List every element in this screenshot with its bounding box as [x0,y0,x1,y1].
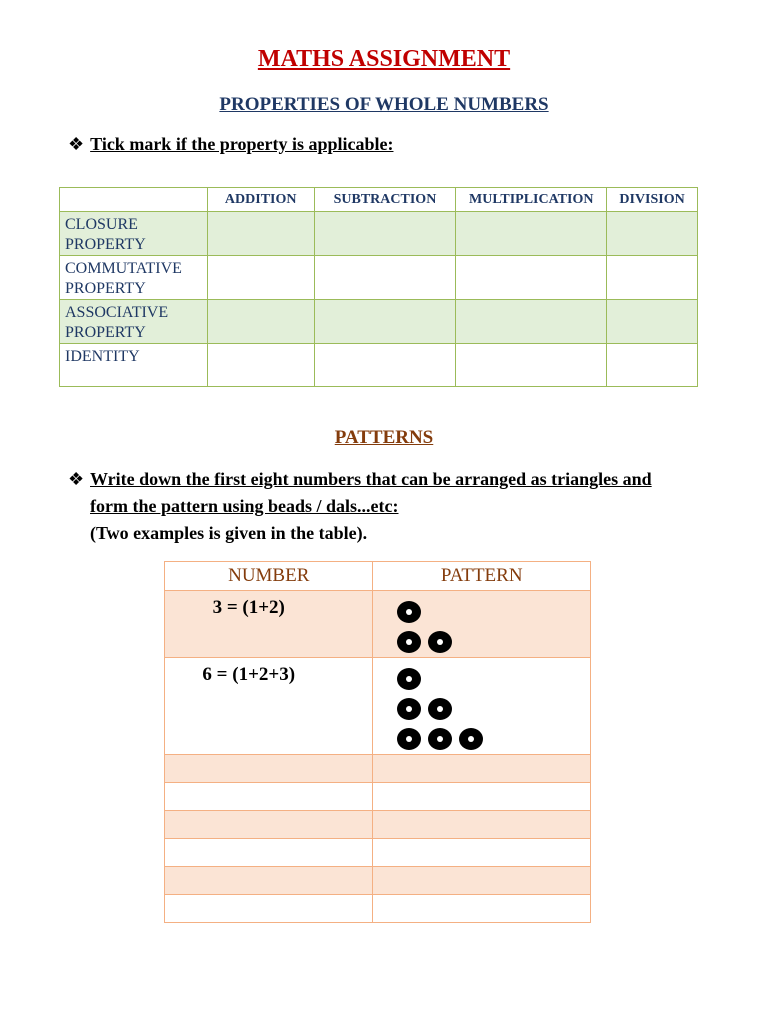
bead-icon [397,698,421,720]
number-cell: 6 = (1+2+3) [165,658,373,755]
tick-cell[interactable] [607,344,698,387]
number-cell[interactable] [165,783,373,811]
table-row [60,212,698,256]
header-cell-empty [60,188,208,212]
table-row [165,867,591,895]
patterns-table [164,561,591,923]
tick-cell[interactable] [314,344,456,387]
header-multiplication: MULTIPLICATION [456,188,607,212]
tick-cell[interactable] [314,300,456,344]
row-label-commutative: COMMUTATIVE PROPERTY [60,256,208,300]
header-subtraction: SUBTRACTION [314,188,456,212]
tick-cell[interactable] [207,212,314,256]
tick-cell[interactable] [607,300,698,344]
bead-row [397,627,590,657]
table-row [165,783,591,811]
instruction-tick [68,134,393,155]
tick-cell[interactable] [314,256,456,300]
bead-row [397,597,590,627]
number-cell[interactable] [165,811,373,839]
bead-icon [459,728,483,750]
pattern-cell[interactable] [373,811,591,839]
row-label-associative: ASSOCIATIVE PROPERTY [60,300,208,344]
tick-cell[interactable] [607,256,698,300]
pattern-cell [373,591,591,658]
instruction-patterns [68,466,738,547]
section-subtitle: PROPERTIES OF WHOLE NUMBERS [219,94,549,115]
tick-cell[interactable] [207,344,314,387]
bead-row [397,694,590,724]
bead-row [397,724,590,754]
row-label-closure: CLOSURE PROPERTY [60,212,208,256]
bead-icon [397,631,421,653]
row-label-identity: IDENTITY [60,344,208,387]
page-title: MATHS ASSIGNMENT [257,46,511,72]
tick-cell[interactable] [207,300,314,344]
header-addition: ADDITION [207,188,314,212]
tick-cell[interactable] [456,212,607,256]
number-cell[interactable] [165,755,373,783]
number-cell[interactable] [165,839,373,867]
instruction-line: Write down the first eight numbers that can be arranged as triangles and [90,469,652,489]
tick-cell[interactable] [456,256,607,300]
bead-row [397,664,590,694]
properties-table [59,187,698,387]
tick-cell[interactable] [207,256,314,300]
table-row [60,344,698,387]
number-cell[interactable] [165,895,373,923]
header-number: NUMBER [165,562,373,591]
bead-icon [428,698,452,720]
number-cell: 3 = (1+2) [165,591,373,658]
bead-icon [397,668,421,690]
bullet-diamond-icon: ❖ [68,134,85,154]
patterns-heading: PATTERNS [334,427,434,448]
tick-cell[interactable] [314,212,456,256]
bead-icon [397,601,421,623]
table-row [165,839,591,867]
tick-cell[interactable] [607,212,698,256]
pattern-cell[interactable] [373,783,591,811]
bead-icon [428,728,452,750]
instruction-line: form the pattern using beads / dals...etc: [90,496,399,516]
table-header-row [165,562,591,591]
bead-icon [397,728,421,750]
table-header-row [60,188,698,212]
bullet-diamond-icon: ❖ [68,469,85,489]
instruction-text: Tick mark if the property is applicable: [90,134,394,154]
pattern-cell [373,658,591,755]
header-division: DIVISION [607,188,698,212]
pattern-cell[interactable] [373,867,591,895]
pattern-cell[interactable] [373,839,591,867]
table-row [165,755,591,783]
tick-cell[interactable] [456,344,607,387]
pattern-cell[interactable] [373,895,591,923]
instruction-note: (Two examples is given in the table). [90,523,368,543]
table-row [60,300,698,344]
header-pattern: PATTERN [373,562,591,591]
table-row [165,895,591,923]
table-row [165,591,591,658]
table-row [165,658,591,755]
bead-icon [428,631,452,653]
table-row [165,811,591,839]
table-row [60,256,698,300]
tick-cell[interactable] [456,300,607,344]
number-cell[interactable] [165,867,373,895]
pattern-cell[interactable] [373,755,591,783]
